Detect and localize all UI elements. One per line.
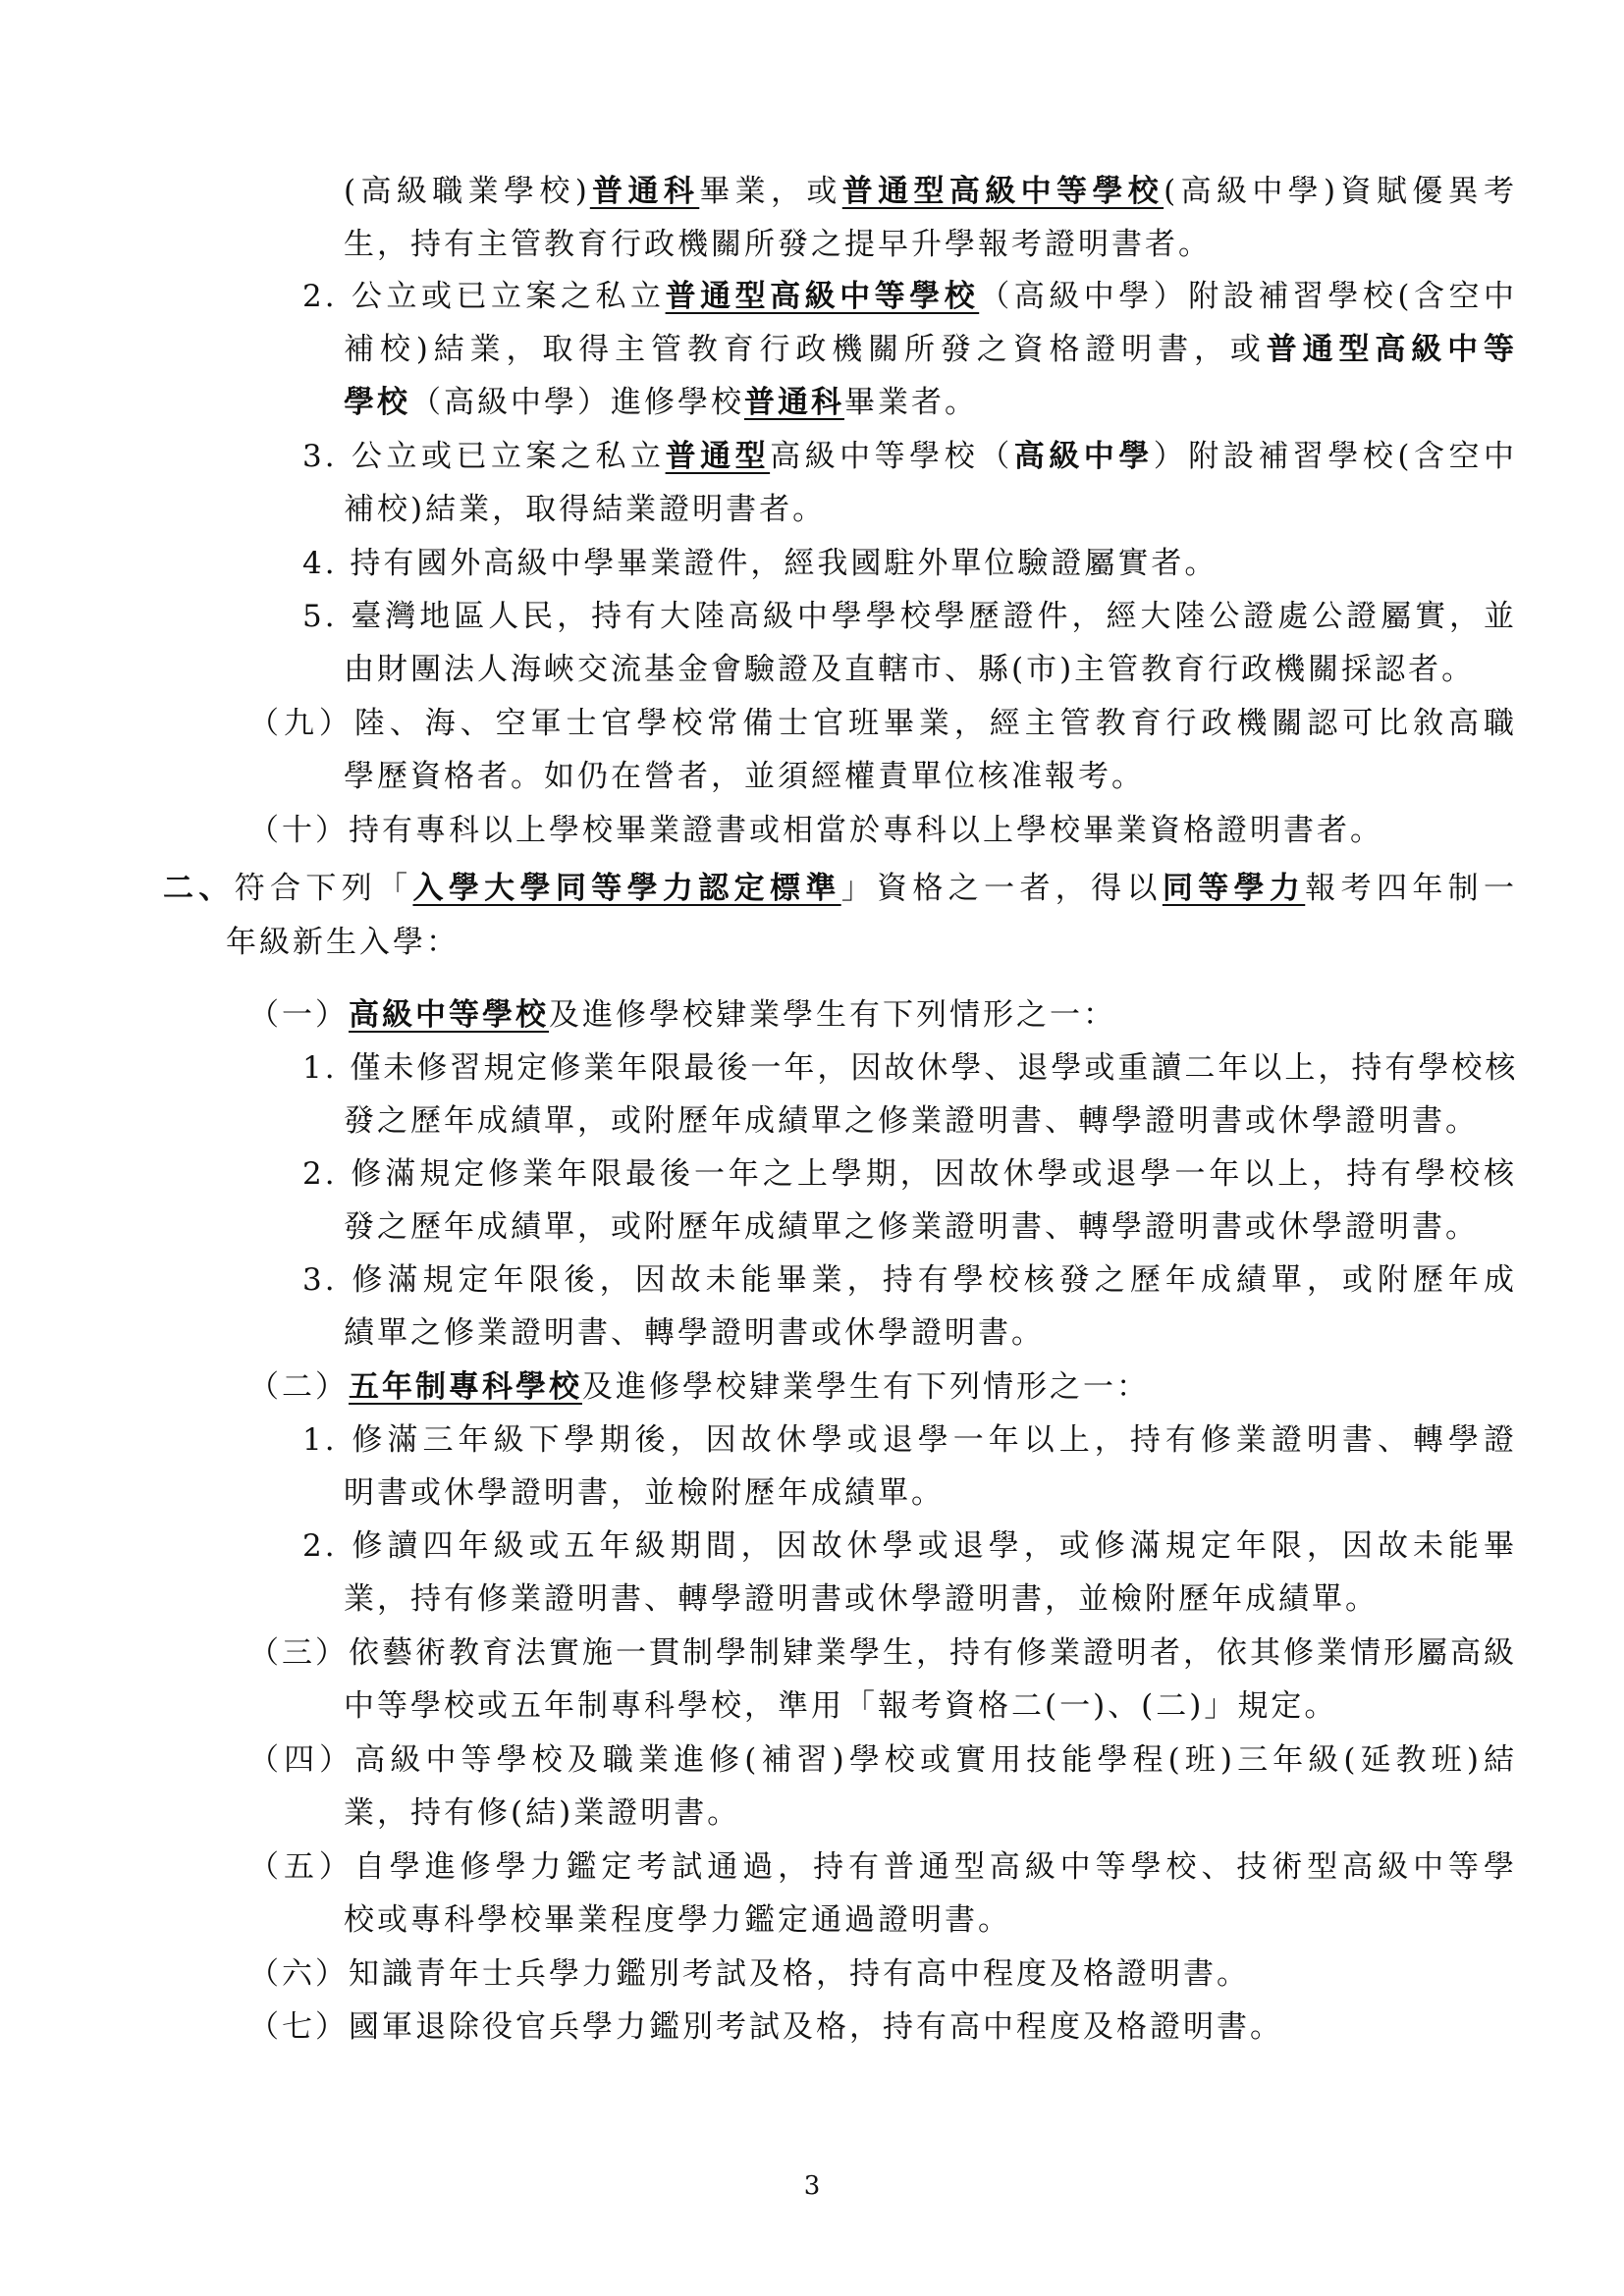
text-run: 補校)結業，取得主管教育行政機關所發之資格證明書，或 (344, 332, 1267, 367)
text-run: 及進修學校肄業學生有下列情形之一： (582, 1369, 1150, 1405)
emphasized-text: 普通型高級中等學校 (841, 174, 1164, 209)
item-s2-1-3-b (344, 1313, 1045, 1353)
text-run: （一） (248, 997, 349, 1033)
text-run: （三）依藝術教育法實施一貫制學制肄業學生，持有修業證明者，依其修業情形屬高級 (248, 1635, 1517, 1671)
emphasized-text: 五年制專科學校 (349, 1369, 582, 1405)
text-run: 績單之修業證明書、轉學證明書或休學證明書。 (344, 1315, 1045, 1351)
text-run: 2. 修讀四年級或五年級期間，因故休學或退學，或修滿規定年限，因故未能畢 (302, 1528, 1517, 1564)
item-s2-2-2-b (344, 1579, 1379, 1619)
item-s2-3-b (344, 1686, 1337, 1726)
emphasized-text: 普通型高級中等學校 (665, 279, 980, 314)
item-s2-1-3-a (302, 1260, 1517, 1300)
item-8-2-b (344, 330, 1517, 369)
page-number: 3 (803, 2171, 821, 2201)
item-s2-1-1-a (302, 1048, 1517, 1088)
item-s2-2-2-a (302, 1526, 1517, 1566)
item-s2-6 (248, 1954, 1250, 1994)
text-run: 1. 修滿三年級下學期後，因故休學或退學一年以上，持有修業證明書、轉學證 (302, 1422, 1517, 1458)
text-run: 3. 公立或已立案之私立 (302, 439, 666, 474)
text-run: 4. 持有國外高級中學畢業證件，經我國駐外單位驗證屬實者。 (302, 546, 1218, 581)
text-run: 校或專科學校畢業程度學力鑑定通過證明書。 (344, 1902, 1011, 1938)
item-s2-7 (248, 2007, 1283, 2047)
emphasized-text: 入學大學同等學力認定標準 (412, 871, 841, 906)
text-run: （四）高級中等學校及職業進修(補習)學校或實用技能學程(班)三年級(延教班)結 (248, 1742, 1517, 1778)
text-run: （高級中學）附設補習學校(含空中 (979, 279, 1518, 314)
text-run: 」資格之一者，得以 (840, 871, 1163, 906)
item-s2-5-a (248, 1847, 1517, 1887)
line-prev-b (344, 225, 1212, 264)
text-run: 明書或休學證明書，並檢附歷年成績單。 (344, 1475, 945, 1511)
item-s2-3-a (248, 1633, 1517, 1673)
text-run: 及進修學校肄業學生有下列情形之一： (549, 997, 1116, 1033)
item-s2-1-1-b (344, 1101, 1479, 1141)
bold-text: 學校 (344, 385, 410, 420)
text-run: 年級新生入學： (226, 925, 460, 960)
item-9-a (248, 704, 1517, 743)
item-8-3-a (302, 437, 1517, 476)
item-10 (248, 811, 1383, 850)
text-run: 學歷資格者。如仍在營者，並須經權責單位核准報考。 (344, 759, 1145, 794)
item-9-b (344, 757, 1145, 796)
text-run: 由財團法人海峽交流基金會驗證及直轄市、縣(市)主管教育行政機關採認者。 (344, 652, 1476, 687)
item-8-2-a (302, 277, 1517, 316)
text-run: （高級中學）進修學校 (410, 385, 744, 420)
text-run: ）附設補習學校(含空中 (1153, 439, 1518, 474)
section-2-a (163, 869, 1517, 908)
emphasized-text: 普通型 (665, 439, 771, 474)
item-s2-1 (248, 995, 1116, 1035)
text-run: 符合下列「 (234, 871, 413, 906)
emphasized-text: 同等學力 (1162, 871, 1306, 906)
text-run: （二） (248, 1369, 349, 1405)
text-run: 2. 修滿規定修業年限最後一年之上學期，因故休學或退學一年以上，持有學校核 (302, 1156, 1517, 1192)
item-s2-2-1-a (302, 1420, 1517, 1460)
text-run: 報考四年制一 (1305, 871, 1518, 906)
bold-text: 高級中學 (1013, 439, 1154, 474)
item-s2-1-2-a (302, 1154, 1517, 1194)
text-run: （六）知識青年士兵學力鑑別考試及格，持有高中程度及格證明書。 (248, 1956, 1250, 1992)
text-run: 業，持有修(結)業證明書。 (344, 1795, 741, 1831)
text-run: (高級中學)資賦優異考 (1164, 174, 1518, 209)
item-8-2-c (344, 383, 978, 422)
bold-text: 普通型高級中等 (1266, 332, 1517, 367)
text-run: 中等學校或五年制專科學校，準用「報考資格二(一)、(二)」規定。 (344, 1688, 1338, 1724)
bold-text: 二、 (163, 871, 235, 906)
text-run: 畢業者。 (844, 385, 978, 420)
text-run: 畢業，或 (699, 174, 842, 209)
item-s2-4-a (248, 1740, 1517, 1780)
item-s2-4-b (344, 1793, 740, 1833)
emphasized-text: 普通科 (744, 385, 844, 420)
text-run: （五）自學進修學力鑑定考試通過，持有普通型高級中等學校、技術型高級中等學 (248, 1849, 1517, 1885)
item-s2-5-b (344, 1900, 1011, 1940)
text-run: 1. 僅未修習規定修業年限最後一年，因故休學、退學或重讀二年以上，持有學校核 (302, 1050, 1519, 1086)
item-s2-2-1-b (344, 1473, 945, 1513)
line-prev-a (344, 172, 1517, 211)
item-8-4 (302, 544, 1218, 583)
text-run: 補校)結業，取得結業證明書者。 (344, 492, 827, 527)
text-run: 業，持有修業證明書、轉學證明書或休學證明書，並檢附歷年成績單。 (344, 1581, 1379, 1617)
section-2-b (226, 923, 460, 962)
item-s2-2 (248, 1367, 1150, 1407)
emphasized-text: 高級中等學校 (349, 997, 549, 1033)
text-run: 3. 修滿規定年限後，因故未能畢業，持有學校核發之歷年成績單，或附歷年成 (302, 1262, 1517, 1298)
item-8-5-a (302, 597, 1517, 636)
text-run: （七）國軍退除役官兵學力鑑別考試及格，持有高中程度及格證明書。 (248, 2009, 1283, 2045)
emphasized-text: 普通科 (589, 174, 700, 209)
text-run: 發之歷年成績單，或附歷年成績單之修業證明書、轉學證明書或休學證明書。 (344, 1209, 1479, 1245)
text-run: （十）持有專科以上學校畢業證書或相當於專科以上學校畢業資格證明書者。 (248, 813, 1383, 848)
text-run: （九）陸、海、空軍士官學校常備士官班畢業，經主管教育行政機關認可比敘高職 (248, 706, 1517, 741)
item-s2-1-2-b (344, 1207, 1479, 1247)
text-run: 高級中等學校（ (770, 439, 1014, 474)
text-run: 生，持有主管教育行政機關所發之提早升學報考證明書者。 (344, 227, 1212, 262)
text-run: 5. 臺灣地區人民，持有大陸高級中學學校學歷證件，經大陸公證處公證屬實，並 (302, 599, 1517, 634)
text-run: 2. 公立或已立案之私立 (302, 279, 666, 314)
item-8-3-b (344, 490, 826, 529)
text-run: 發之歷年成績單，或附歷年成績單之修業證明書、轉學證明書或休學證明書。 (344, 1103, 1479, 1139)
item-8-5-b (344, 650, 1475, 689)
text-run: (高級職業學校) (344, 174, 590, 209)
